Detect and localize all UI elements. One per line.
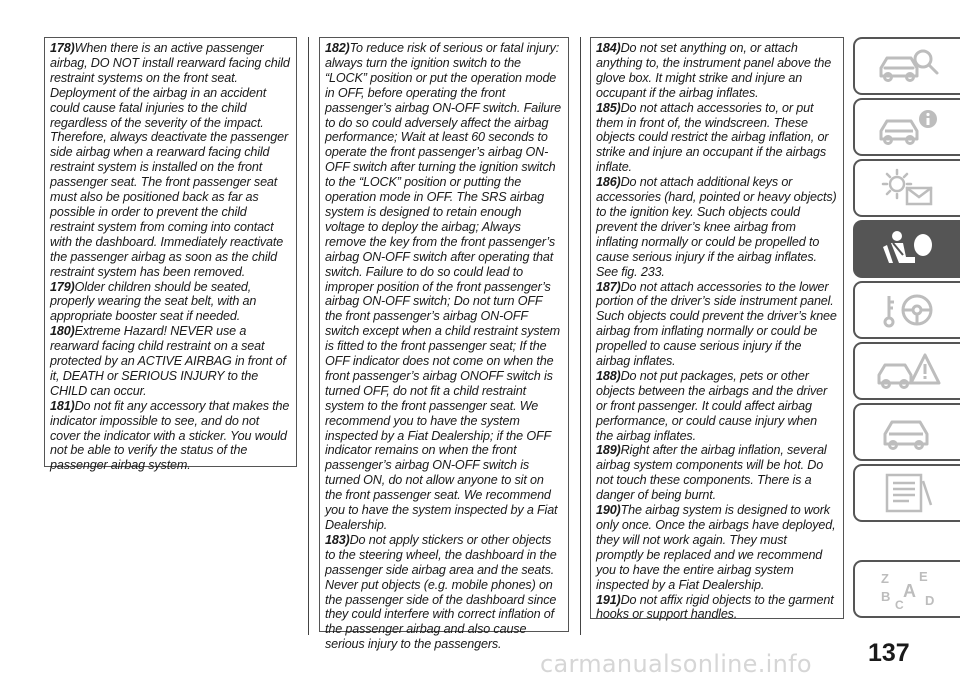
note-185: 185)Do not attach accessories to, or put them in front of, the windscreen. These objects could restrict the airbag inflation, or strike and injure an occupant if the airbags inflate. bbox=[596, 100, 829, 175]
tab-safety[interactable] bbox=[853, 220, 960, 278]
svg-text:A: A bbox=[902, 581, 916, 601]
car-warning-triangle-icon bbox=[873, 349, 943, 393]
tab-warning-lights[interactable] bbox=[853, 159, 960, 217]
tab-servicing-care[interactable] bbox=[853, 403, 960, 461]
note-190: 190)The airbag system is designed to work only once. Once the airbags have deployed, they will not work again. They must promptly be replaced and we recommend you to have the entire airbag system inspected by a Fiat Dealership. bbox=[596, 503, 836, 592]
tab-emergency[interactable] bbox=[853, 342, 960, 400]
tab-dashboard-info[interactable] bbox=[853, 98, 960, 156]
tab-technical-data[interactable] bbox=[853, 464, 960, 522]
note-181: 181)Do not fit any accessory that makes the indicator impossible to see, and do not cover the indicator with a sticker. You would not be able to verify the status of the passenger airbag system. bbox=[50, 398, 290, 473]
svg-text:Z: Z bbox=[880, 571, 889, 586]
tab-knowing-your-car[interactable] bbox=[853, 37, 960, 95]
alphabetical-index-icon bbox=[873, 567, 943, 611]
column-divider bbox=[580, 37, 581, 635]
note-182: 182)To reduce risk of serious or fatal injury: always turn the ignition switch to the “LOCK” position or put the operation mode in OFF, before operating the front passenger’s airbag ON-OFF switch. Failure to do so could adversely affect the airbag performance; Wait at least 60 seconds to operate the front passenger’s airbag ON-OFF switch after turning the ignition switch to the “LOCK” position or putting the operation mode in OFF. The SRS airbag system is designed to retain enough voltage to deploy the airbag; Always remove the key from the front passenger’s airbag ON-OFF switch after operating that switch. Failure to do so could lead to improper position of the front passenger’s airbag ON-OFF switch; Do not turn OFF the front passenger’s airbag ON-OFF switch except when a child restraint system is fitted to the front passenger seat; If the OFF indicator does not come on when the front passenger’s airbag ONOFF switch is turned OFF, do not fit a child restraint system to the front passenger seat. We recommend you to have the system inspected by a Fiat Dealership; if the OFF indicator remains on when the front passenger’s airbag ON-OFF switch is turned ON, do not allow anyone to sit on the front passenger seat. We recommend you to have the system inspected by a Fiat Dealership. bbox=[325, 41, 562, 532]
car-search-icon bbox=[873, 44, 943, 88]
note-180: 180)Extreme Hazard! NEVER use a rearward facing child restraint on a seat protected by an ACTIVE AIRBAG in front of it, DEATH or SERIOUS INJURY to the CHILD can occur. bbox=[50, 324, 286, 398]
note-186: 186)Do not attach additional keys or accessories (hard, pointed or heavy objects) to the ignition key. Such objects could prevent the driver’s knee airbag from inflating normally or could be propelled to cause serious injury if the airbag inflates. See fig. 233. bbox=[596, 175, 837, 279]
car-servicing-icon bbox=[873, 410, 943, 454]
key-steering-wheel-icon bbox=[873, 288, 943, 332]
svg-text:B: B bbox=[880, 589, 890, 604]
notes-column-1 bbox=[44, 37, 297, 473]
technical-data-list-icon bbox=[873, 471, 943, 515]
car-info-icon bbox=[873, 105, 943, 149]
svg-text:D: D bbox=[924, 593, 934, 608]
notes-column-3 bbox=[590, 37, 844, 622]
note-183: 183)Do not apply stickers or other objects to the steering wheel, the dashboard in the passenger side airbag area and the seats. Never put objects (e.g. mobile phones) on the passenger side of the dashboard since they could interfere with correct inflation of the passenger airbag and also cause serious injury to the passengers. bbox=[325, 532, 557, 652]
svg-text:E: E bbox=[918, 569, 928, 584]
warning-lights-message-icon bbox=[873, 166, 943, 210]
note-188: 188)Do not put packages, pets or other objects between the airbags and the driver or front passenger. It could affect airbag performance, or could cause injury when the airbag inflates. bbox=[596, 368, 828, 443]
column-divider bbox=[308, 37, 309, 635]
seat-airbag-safety-icon bbox=[873, 227, 943, 271]
watermark: carmanualsonline.info bbox=[540, 650, 812, 678]
note-187: 187)Do not attach accessories to the lower portion of the driver’s side instrument panel. Such objects could prevent the driver’s knee airbag from inflating normally or could be propelled to cause serious injury if the airbag inflates. bbox=[596, 279, 837, 369]
tab-index[interactable] bbox=[853, 560, 960, 618]
tab-starting-driving[interactable] bbox=[853, 281, 960, 339]
notes-column-2 bbox=[319, 37, 569, 652]
note-179: 179)Older children should be seated, properly wearing the seat belt, with an appropriate booster seat if needed. bbox=[50, 279, 257, 324]
page-number: 137 bbox=[868, 639, 910, 667]
note-184: 184)Do not set anything on, or attach anything to, the instrument panel above the glove box. It might strike and injure an occupant if the airbag inflates. bbox=[596, 41, 832, 100]
note-189: 189)Right after the airbag inflation, several airbag system components will be hot. Do not touch these components. There is a danger of being burnt. bbox=[596, 443, 827, 503]
svg-text:C: C bbox=[894, 598, 904, 611]
note-191: 191)Do not affix rigid objects to the garment hooks or support handles. bbox=[596, 592, 834, 622]
note-178: 178)When there is an active passenger airbag, DO NOT install rearward facing child restraint systems on the front seat. Deployment of the airbag in an accident could cause fatal injuries to the child regardless of the severity of the impact. Therefore, always deactivate the passenger side airbag when a rearward facing child restraint system is installed on the front passenger seat. The front passenger seat must also be positioned back as far as possible in order to prevent the child restraint system from coming into contact with the dashboard. Immediately reactivate the passenger airbag as soon as the child restraint system has been removed. bbox=[50, 41, 290, 279]
